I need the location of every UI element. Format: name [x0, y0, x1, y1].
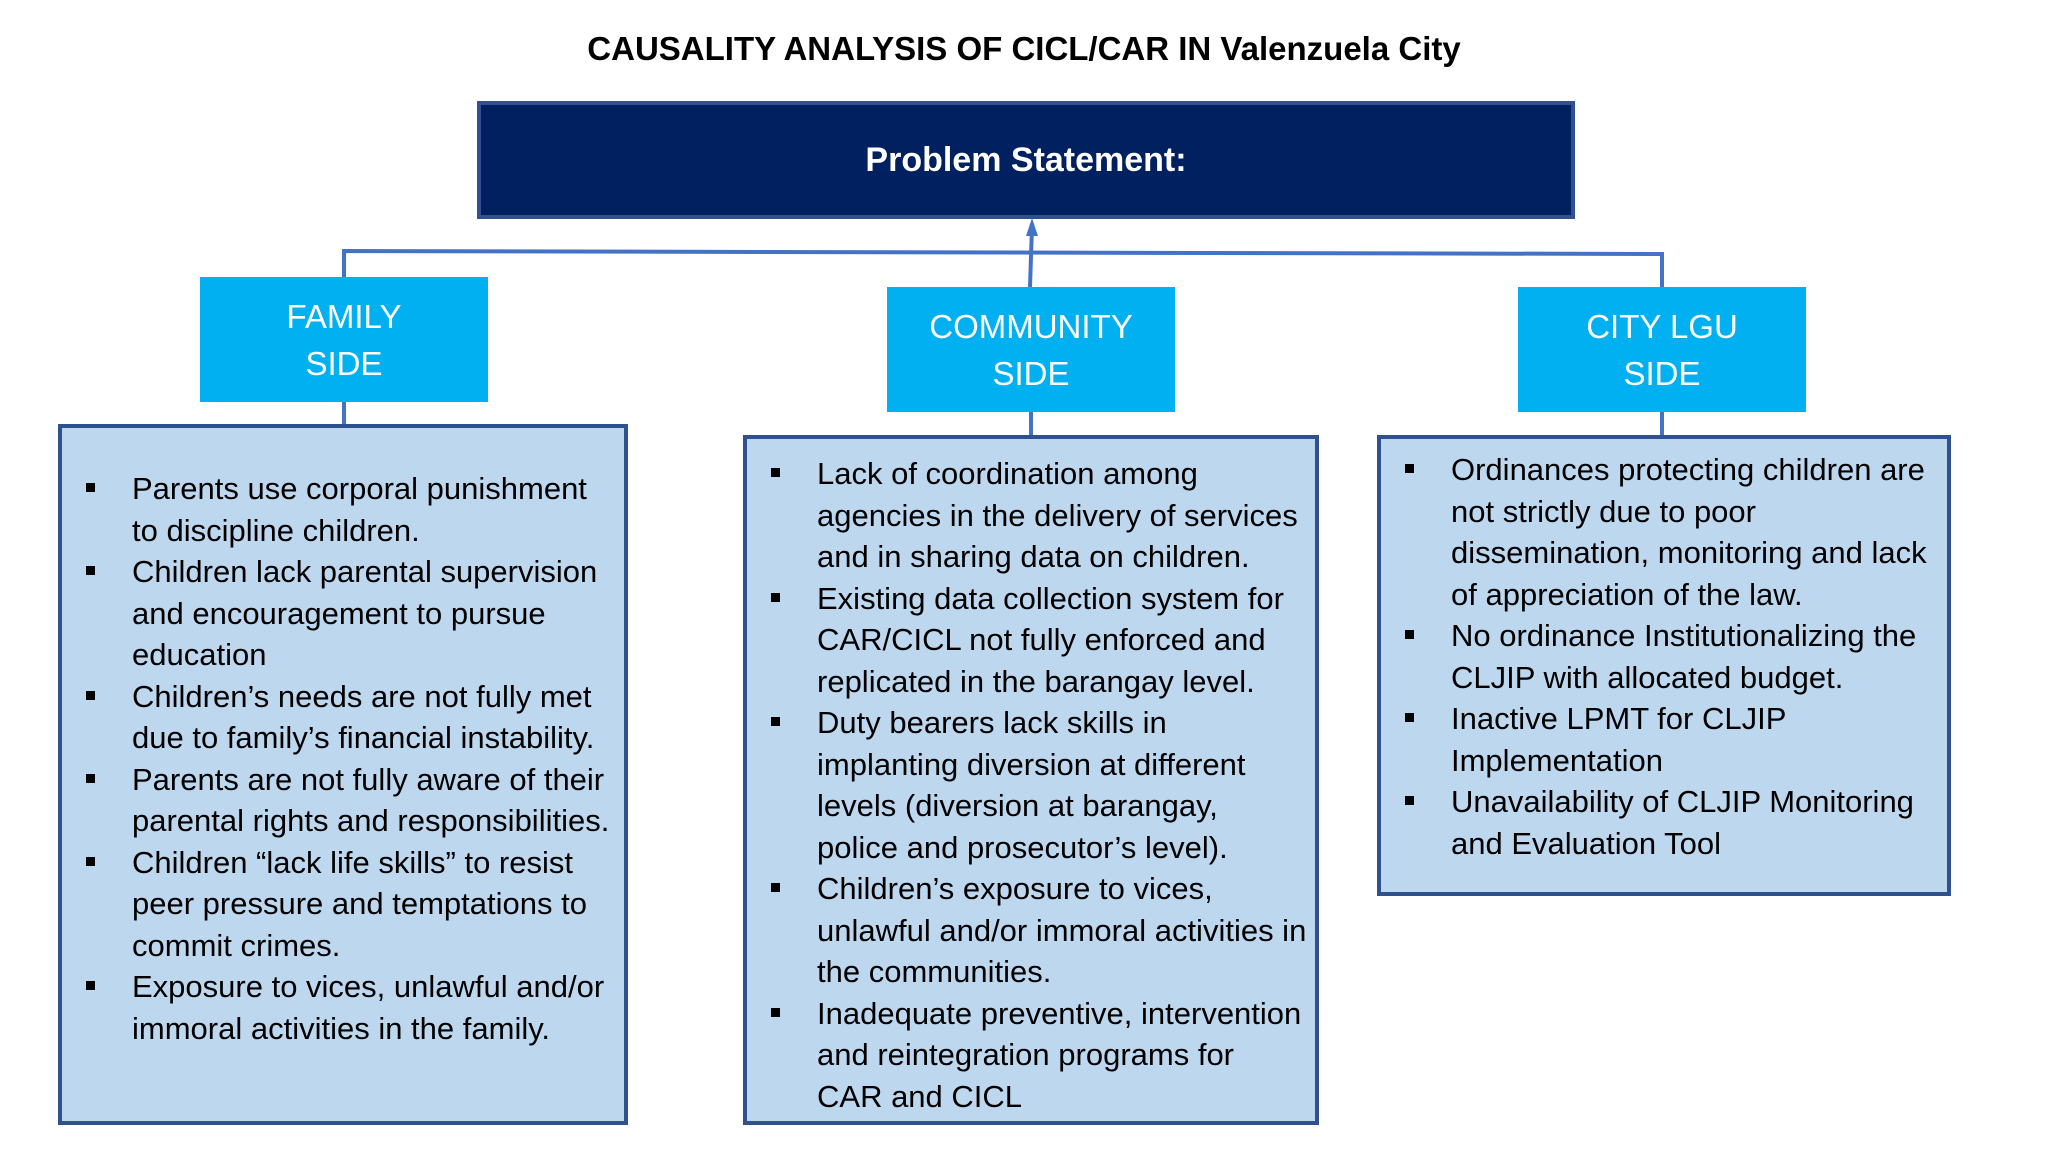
community-side-header	[887, 287, 1175, 412]
community-causes-box	[743, 435, 1319, 1125]
list-item: No ordinance Institutionalizing the CLJIP with allocated budget.	[1389, 615, 1939, 698]
connector-horizontal	[344, 251, 1662, 287]
arrowhead-up	[1026, 218, 1038, 236]
list-item: Ordinances protecting children are not strictly due to poor dissemination, monitoring and lack of appreciation of the law.	[1389, 449, 1939, 615]
list-item: Inactive LPMT for CLJIP Implementation	[1389, 698, 1939, 781]
list-item: Children “lack life skills” to resist peer pressure and temptations to commit crimes.	[70, 842, 612, 967]
family-causes-box	[58, 424, 628, 1125]
problem-statement-box	[477, 101, 1575, 219]
list-item: Duty bearers lack skills in implanting diversion at different levels (diversion at barangay, police and prosecutor’s level).	[755, 702, 1307, 868]
community-header-line2: SIDE	[992, 354, 1070, 392]
list-item: Existing data collection system for CAR/CICL not fully enforced and replicated in the barangay level.	[755, 578, 1307, 703]
problem-statement-label: Problem Statement:	[865, 140, 1187, 179]
family-side-header	[200, 277, 488, 402]
list-item: Unavailability of CLJIP Monitoring and Evaluation Tool	[1389, 781, 1939, 864]
family-causes-list	[70, 468, 612, 1049]
diagram-title: CAUSALITY ANALYSIS OF CICL/CAR IN Valenzuela City	[587, 30, 1461, 67]
city-lgu-causes-box	[1377, 435, 1951, 896]
family-header-line2: SIDE	[305, 344, 383, 382]
city-lgu-header-line1: CITY LGU	[1586, 307, 1738, 345]
city-lgu-header-line2: SIDE	[1623, 354, 1701, 392]
city-lgu-side-header	[1518, 287, 1806, 412]
list-item: Inadequate preventive, intervention and reintegration programs for CAR and CICL	[755, 993, 1307, 1118]
list-item: Parents are not fully aware of their parental rights and responsibilities.	[70, 759, 612, 842]
list-item: Exposure to vices, unlawful and/or immoral activities in the family.	[70, 966, 612, 1049]
list-item: Children’s exposure to vices, unlawful and/or immoral activities in the communities.	[755, 868, 1307, 993]
city-lgu-causes-list	[1389, 449, 1939, 864]
list-item: Parents use corporal punishment to discipline children.	[70, 468, 612, 551]
community-header-line1: COMMUNITY	[929, 307, 1133, 345]
list-item: Children lack parental supervision and encouragement to pursue education	[70, 551, 612, 676]
family-header-line1: FAMILY	[286, 297, 402, 335]
community-causes-list	[755, 453, 1307, 1117]
list-item: Children’s needs are not fully met due to family’s financial instability.	[70, 676, 612, 759]
list-item: Lack of coordination among agencies in the delivery of services and in sharing data on children.	[755, 453, 1307, 578]
